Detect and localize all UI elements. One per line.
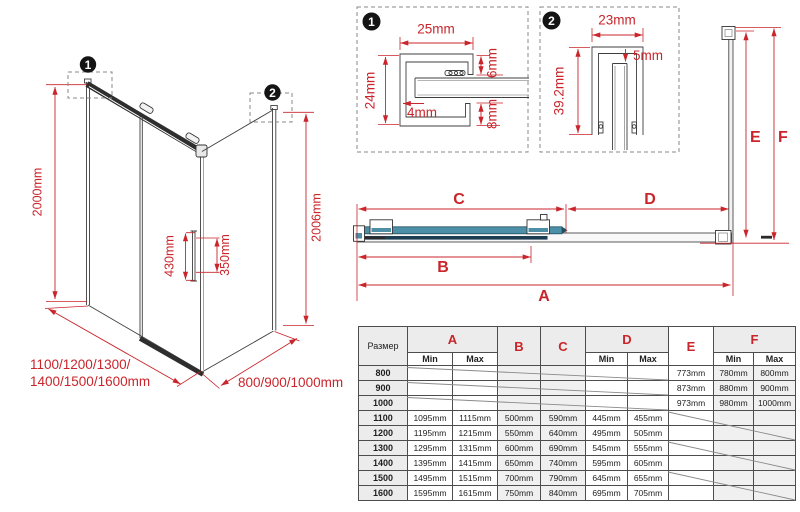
table-cell xyxy=(714,486,754,501)
row-size-label: 1500 xyxy=(359,471,408,486)
table-cell xyxy=(586,396,628,411)
dim-label-f: F xyxy=(778,129,788,146)
col-header-d: D xyxy=(586,327,669,353)
row-size-label: 1000 xyxy=(359,396,408,411)
col-header-e: E xyxy=(669,327,714,366)
size-table-body xyxy=(359,366,796,501)
table-cell xyxy=(498,381,541,396)
table-cell: 790mm xyxy=(541,471,586,486)
table-cell xyxy=(714,441,754,456)
table-cell: 1515mm xyxy=(453,471,498,486)
table-cell: 840mm xyxy=(541,486,586,501)
table-cell: 1395mm xyxy=(408,456,453,471)
table-cell: 750mm xyxy=(498,486,541,501)
dim-cap-height: 39.2mm xyxy=(551,66,567,116)
table-cell xyxy=(586,366,628,381)
table-cell: 650mm xyxy=(498,456,541,471)
table-cell: 1415mm xyxy=(453,456,498,471)
roller-icon xyxy=(139,102,154,114)
table-cell: 600mm xyxy=(498,441,541,456)
table-cell: 590mm xyxy=(541,411,586,426)
table-cell: 1315mm xyxy=(453,441,498,456)
table-cell: 495mm xyxy=(586,426,628,441)
table-cell: 705mm xyxy=(628,486,669,501)
dim-label-b: B xyxy=(437,259,449,276)
table-cell: 500mm xyxy=(498,411,541,426)
row-size-label: 1600 xyxy=(359,486,408,501)
table-cell xyxy=(408,366,453,381)
table-cell xyxy=(714,426,754,441)
table-cell xyxy=(714,471,754,486)
dim-bottom-lip: 8mm xyxy=(484,99,500,129)
corner-connector xyxy=(196,145,207,157)
table-cell: 1115mm xyxy=(453,411,498,426)
table-row xyxy=(359,471,796,486)
plan-view xyxy=(354,27,790,306)
subheader-a-max: Max xyxy=(453,353,498,366)
row-size-label: 1300 xyxy=(359,441,408,456)
dim-height-left: 2000mm xyxy=(30,167,45,217)
table-cell: 445mm xyxy=(586,411,628,426)
table-row xyxy=(359,381,796,396)
col-header-size: Размер xyxy=(359,327,408,366)
table-cell xyxy=(628,396,669,411)
table-cell xyxy=(714,456,754,471)
table-cell xyxy=(541,396,586,411)
table-cell: 773mm xyxy=(669,366,714,381)
table-cell xyxy=(754,486,796,501)
callout-1-number: 1 xyxy=(84,57,92,72)
dimension-table xyxy=(358,326,796,501)
table-cell: 1295mm xyxy=(408,441,453,456)
row-size-label: 900 xyxy=(359,381,408,396)
subheader-f-min: Min xyxy=(714,353,754,366)
dim-cap-inset: 5mm xyxy=(633,48,663,63)
table-cell: 740mm xyxy=(541,456,586,471)
dim-handle-holes: 350mm xyxy=(218,234,232,276)
table-cell: 605mm xyxy=(628,456,669,471)
table-cell xyxy=(541,366,586,381)
table-row xyxy=(359,426,796,441)
table-cell: 780mm xyxy=(714,366,754,381)
dim-cap-width: 23mm xyxy=(598,12,636,28)
table-cell xyxy=(669,486,714,501)
table-cell xyxy=(754,471,796,486)
table-cell xyxy=(498,396,541,411)
dim-label-d: D xyxy=(644,191,656,208)
table-cell xyxy=(498,366,541,381)
subheader-d-min: Min xyxy=(586,353,628,366)
dim-profile-width: 25mm xyxy=(417,21,455,37)
table-cell xyxy=(453,396,498,411)
table-cell: 1495mm xyxy=(408,471,453,486)
table-cell: 645mm xyxy=(586,471,628,486)
detail-1-number: 1 xyxy=(368,15,375,29)
subheader-d-max: Max xyxy=(628,353,669,366)
dim-label-e: E xyxy=(750,129,761,146)
table-cell xyxy=(669,456,714,471)
dim-front-widths-2: 1400/1500/1600mm xyxy=(30,374,151,389)
table-cell: 455mm xyxy=(628,411,669,426)
table-row xyxy=(359,486,796,501)
table-cell xyxy=(408,381,453,396)
table-cell: 880mm xyxy=(714,381,754,396)
table-cell: 980mm xyxy=(714,396,754,411)
size-table xyxy=(358,326,796,501)
table-cell xyxy=(754,441,796,456)
table-cell: 1095mm xyxy=(408,411,453,426)
table-cell xyxy=(754,456,796,471)
dim-label-c: C xyxy=(453,191,465,208)
table-cell: 1000mm xyxy=(754,396,796,411)
table-cell xyxy=(586,381,628,396)
table-cell xyxy=(714,411,754,426)
table-cell: 700mm xyxy=(498,471,541,486)
table-cell xyxy=(408,396,453,411)
table-cell xyxy=(754,426,796,441)
table-cell xyxy=(669,411,714,426)
iso-view xyxy=(30,56,343,390)
dim-height-right: 2006mm xyxy=(309,193,324,242)
table-cell: 800mm xyxy=(754,366,796,381)
table-row xyxy=(359,366,796,381)
subheader-f-max: Max xyxy=(754,353,796,366)
row-size-label: 800 xyxy=(359,366,408,381)
table-cell: 1595mm xyxy=(408,486,453,501)
table-cell: 973mm xyxy=(669,396,714,411)
table-cell xyxy=(541,381,586,396)
col-header-f: F xyxy=(714,327,796,353)
table-cell: 695mm xyxy=(586,486,628,501)
table-cell xyxy=(669,471,714,486)
subheader-a-min: Min xyxy=(408,353,453,366)
table-cell xyxy=(453,366,498,381)
detail-2-number: 2 xyxy=(548,14,555,28)
dim-profile-gap: 4mm xyxy=(407,105,437,120)
row-size-label: 1100 xyxy=(359,411,408,426)
table-cell: 595mm xyxy=(586,456,628,471)
table-cell: 1615mm xyxy=(453,486,498,501)
dim-front-widths-1: 1100/1200/1300/ xyxy=(30,357,131,372)
table-row xyxy=(359,456,796,471)
dim-top-lip: 6mm xyxy=(484,48,500,78)
table-cell: 1195mm xyxy=(408,426,453,441)
table-cell xyxy=(628,381,669,396)
table-row xyxy=(359,441,796,456)
table-row xyxy=(359,411,796,426)
table-cell: 1215mm xyxy=(453,426,498,441)
callout-2-number: 2 xyxy=(269,85,276,100)
table-cell xyxy=(669,426,714,441)
row-size-label: 1200 xyxy=(359,426,408,441)
table-cell xyxy=(453,381,498,396)
table-cell: 505mm xyxy=(628,426,669,441)
table-row xyxy=(359,396,796,411)
col-header-a: A xyxy=(408,327,498,353)
table-cell: 690mm xyxy=(541,441,586,456)
door-handle xyxy=(191,231,198,281)
table-cell xyxy=(754,411,796,426)
detail-callout-2 xyxy=(540,7,679,152)
dim-label-a: A xyxy=(538,288,550,305)
table-cell: 873mm xyxy=(669,381,714,396)
table-cell: 640mm xyxy=(541,426,586,441)
table-cell: 555mm xyxy=(628,441,669,456)
table-cell xyxy=(669,441,714,456)
detail-callout-1 xyxy=(357,7,529,152)
table-cell: 900mm xyxy=(754,381,796,396)
dim-side-widths: 800/900/1000mm xyxy=(238,375,344,390)
dim-handle-length: 430mm xyxy=(162,235,177,277)
table-cell: 550mm xyxy=(498,426,541,441)
row-size-label: 1400 xyxy=(359,456,408,471)
table-cell: 655mm xyxy=(628,471,669,486)
dim-profile-height: 24mm xyxy=(362,71,378,110)
col-header-c: C xyxy=(541,327,586,366)
table-cell: 545mm xyxy=(586,441,628,456)
table-cell xyxy=(628,366,669,381)
col-header-b: B xyxy=(498,327,541,366)
